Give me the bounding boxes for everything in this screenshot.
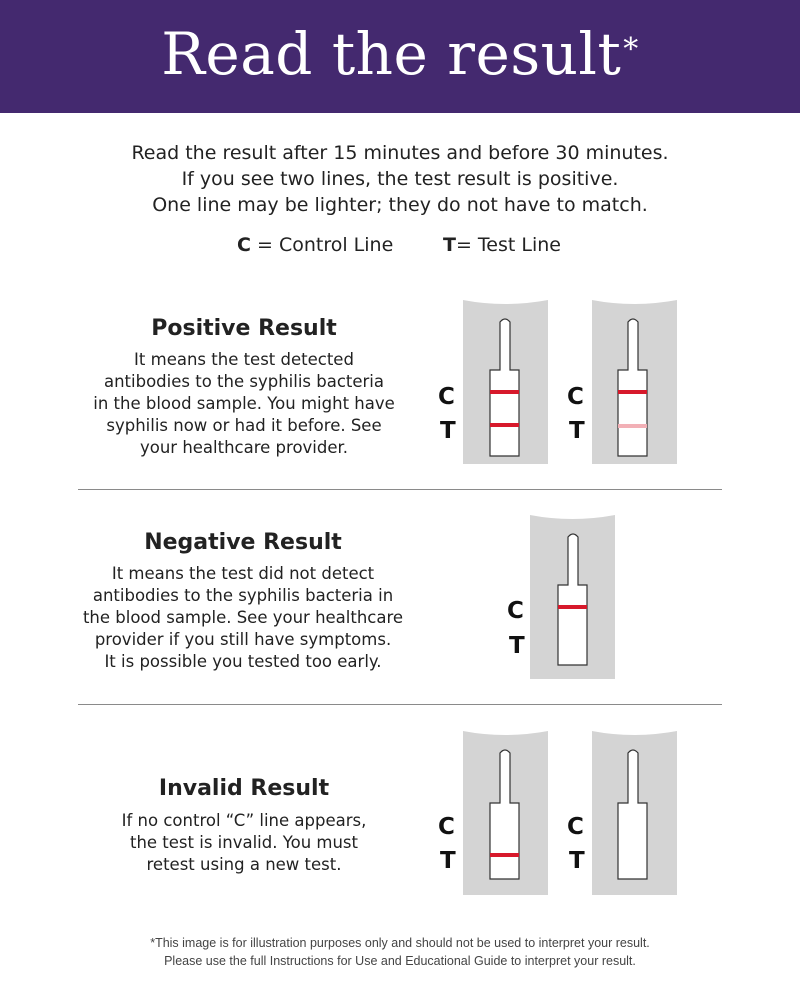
- negative-body-line: provider if you still have symptoms.: [94, 630, 392, 649]
- negative-body: [78, 563, 408, 673]
- legend-t-letter: T: [443, 234, 456, 256]
- positive-title: Positive Result: [151, 316, 337, 341]
- page-title: [0, 18, 800, 90]
- intro-line-3: One line may be lighter; they do not have to match.: [152, 194, 648, 216]
- legend-test: [443, 234, 561, 256]
- positive-body-line: antibodies to the syphilis bacteria: [103, 372, 385, 391]
- positive-body-line: syphilis now or had it before. See: [106, 416, 382, 435]
- negative-title: Negative Result: [144, 530, 342, 555]
- control-line: [490, 390, 519, 394]
- divider: [78, 489, 722, 490]
- legend-control: [237, 234, 393, 256]
- strip-t-label: T: [569, 418, 585, 444]
- positive-body-line: in the blood sample. You might have: [93, 394, 395, 413]
- strip-c-label: C: [567, 814, 584, 840]
- title-asterisk: *: [623, 32, 639, 67]
- positive-body-line: your healthcare provider.: [139, 438, 349, 457]
- legend-c-letter: C: [237, 234, 251, 256]
- negative-strip: [530, 515, 615, 679]
- control-line: [558, 605, 587, 609]
- test-line: [490, 853, 519, 857]
- invalid-body: [84, 810, 404, 876]
- positive-strip-2: [592, 300, 677, 464]
- negative-body-line: It is possible you tested too early.: [104, 652, 382, 671]
- positive-body: [84, 349, 404, 459]
- footnote: [0, 934, 800, 970]
- positive-strip-1: [463, 300, 548, 464]
- divider: [78, 704, 722, 705]
- footnote-line-2: Please use the full Instructions for Use and Educational Guide to interpret your result.: [164, 954, 636, 968]
- strip-t-label: T: [569, 848, 585, 874]
- header-banner: [0, 0, 800, 113]
- strip-c-label: C: [507, 598, 524, 624]
- negative-body-line: antibodies to the syphilis bacteria in: [92, 586, 394, 605]
- invalid-strip-1: [463, 731, 548, 895]
- invalid-title: Invalid Result: [158, 776, 330, 801]
- intro-text: [0, 140, 800, 218]
- strip-t-label: T: [440, 418, 456, 444]
- strip-c-label: C: [438, 814, 455, 840]
- faint-test-line: [618, 424, 647, 428]
- negative-body-line: the blood sample. See your healthcare: [82, 608, 404, 627]
- negative-body-line: It means the test did not detect: [111, 564, 375, 583]
- footnote-line-1: *This image is for illustration purposes only and should not be used to interpret your result.: [150, 936, 650, 950]
- strip-c-label: C: [438, 384, 455, 410]
- intro-line-1: Read the result after 15 minutes and before 30 minutes.: [131, 142, 669, 164]
- intro-line-2: If you see two lines, the test result is positive.: [181, 168, 619, 190]
- positive-body-line: It means the test detected: [134, 350, 354, 369]
- strip-c-label: C: [567, 384, 584, 410]
- test-line: [490, 423, 519, 427]
- strip-t-label: T: [509, 633, 525, 659]
- page-title-text: Read the result: [161, 20, 622, 88]
- legend-t-text: = Test Line: [455, 234, 561, 256]
- control-line: [618, 390, 647, 394]
- strip-t-label: T: [440, 848, 456, 874]
- invalid-strip-2: [592, 731, 677, 895]
- invalid-body-line: If no control “C” line appears,: [121, 811, 367, 830]
- invalid-body-line: retest using a new test.: [146, 855, 342, 874]
- invalid-body-line: the test is invalid. You must: [129, 833, 358, 852]
- legend-c-text: = Control Line: [257, 234, 394, 256]
